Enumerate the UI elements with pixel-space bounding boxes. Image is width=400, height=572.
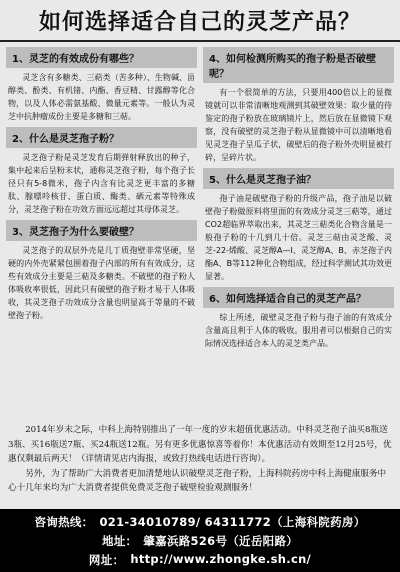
hotline-label: 咨询热线： [34,514,94,529]
article-columns [0,42,400,421]
section-body-3: 灵芝孢子的双层外壳是几丁质孢壁非常坚硬，坚硬的内外壳紧紧包围着孢子内部的所有有效成分，这些有效成分主要是三萜及多糖类。不破壁的孢子粉人体吸收率很低，因此只有破壁的孢子粉才易于人体吸收，其灵芝孢子功效成分含量也明显高于等量的不破壁孢子粉。 [8,246,195,320]
address-row [102,533,298,549]
address-label: 地址： [101,533,138,548]
left-column [6,46,197,421]
section-heading-4: 4、如何检测所购买的孢子粉是否破壁呢？ [203,47,394,83]
section-heading-1: 1、灵芝的有效成份有哪些？ [6,47,197,68]
section-body-2: 灵芝孢子粉是灵芝发育后期弹射释放出的种子，集中起来后呈粉末状，通称灵芝孢子粉，每个孢子长径只有5-8微米，孢子内含有比灵芝更丰富的多糖肽、腺嘌呤核苷、蛋白质、酶类、硒元素等特殊成分，灵芝孢子粉在功效方面远远超过其母体灵芝。 [8,153,195,214]
website-link[interactable]: http://www.zhongke.sh.cn/ [130,551,312,566]
right-column [203,46,394,421]
hotline-row [34,514,365,530]
section-body-6: 综上所述，破壁灵芝孢子粉与孢子油的有效成分含量高且利于人体的吸收。服用者可以根据自己的实际情况选择适合本人的灵芝类产品。 [205,313,392,348]
section-body-4: 有一个很简单的方法，只要用400倍以上的显微镜就可以非常清晰地观测到其破壁效果：取少量的待鉴定的孢子粉放在玻璃镜片上，然后放在显微镜下观察，没有破壁的灵芝孢子粉从显微镜中可以清晰地看见灵芝孢子呈瓜子状，破壁后的孢子粉外壳明显被打碎，呈碎片状。 [205,88,392,162]
promotion-paragraph: 2014年岁末之际，中科上海特别推出了一年一度的岁末超值优惠活动。中科灵芝孢子油买8瓶送3瓶、买16瓶送7瓶、买24瓶送12瓶。另有更多优惠惊喜等着你！本优惠活动有效期至12月25号，优惠仅剩最后两天！（详情请见店内海报，或致打热线电话进行咨询）。 [8,425,392,464]
promotion-notice [0,421,400,511]
section-body-5: 孢子油是破壁孢子粉的升级产品，孢子油是以破壁孢子粉做原料将里面的有效成分灵芝三萜等，通过CO2超临界萃取出来，其灵芝三萜类化合物含量是一般孢子粉的十几到几十倍。灵芝三萜由灵芝酸、灵芝-22-烯酸、灵芝醇A—I、灵芝醇A、B、赤芝孢子内酯A、B等112种化合物组成，经过科学测试其功效更显著。 [205,194,392,281]
section-heading-5: 5、什么是灵芝孢子油？ [203,168,394,189]
service-paragraph: 另外，为了帮助广大消费者更加清楚地认识破壁灵芝孢子粉，上海科院药房中科上海健康服务中心十几年来均为广大消费者提供免费灵芝孢子破壁检验观测服务！ [8,468,387,493]
section-heading-6: 6、如何选择适合自己的灵芝产品？ [203,287,394,308]
section-body-1: 灵芝含有多糖类、三萜类（苦多种）、生物碱、甾醇类、酚类、有机锗、内酯、香豆精、甘露醇等化合物，以及人体必需氨基酸、微量元素等。一般认为灵芝中抗肿瘤成份主要是多糖和三萜。 [8,73,195,121]
section-heading-2: 2、什么是灵芝孢子粉？ [6,127,197,148]
website-label: 网址： [88,552,125,567]
contact-footer [0,509,400,572]
website-row [89,552,311,568]
section-heading-3: 3、灵芝孢子为什么要破壁？ [6,220,197,241]
hotline-value: 021-34010789/ 64311772（上海科院药房） [99,514,366,529]
address-value: 肇嘉浜路526号（近岳阳路） [143,533,299,548]
article-title: 如何选择适合自己的灵芝产品？ [0,0,400,42]
